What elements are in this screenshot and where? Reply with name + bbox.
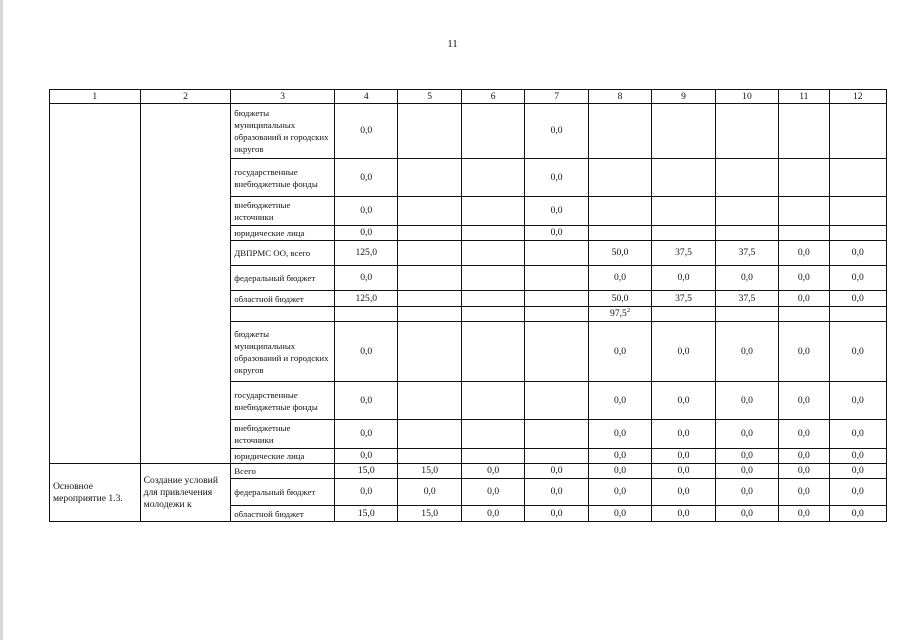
value-cell xyxy=(398,449,461,464)
funding-source-label: областной бюджет xyxy=(231,291,335,307)
column-number: 2 xyxy=(140,90,231,104)
value-cell: 15,0 xyxy=(335,464,398,479)
value-cell xyxy=(779,226,829,241)
value-cell: 0,0 xyxy=(652,506,715,522)
value-cell xyxy=(461,420,524,449)
footnote-value: 97,5 xyxy=(610,308,627,319)
value-cell: 0,0 xyxy=(715,479,778,506)
value-cell: 0,0 xyxy=(461,464,524,479)
value-cell: 0,0 xyxy=(335,159,398,197)
value-cell: 0,0 xyxy=(715,464,778,479)
value-cell: 125,0 xyxy=(335,291,398,307)
funding-source-label: внебюджетные источники xyxy=(231,420,335,449)
value-cell: 0,0 xyxy=(652,464,715,479)
value-cell xyxy=(398,322,461,382)
value-cell xyxy=(779,159,829,197)
value-cell: 0,0 xyxy=(525,479,588,506)
value-cell: 0,0 xyxy=(779,266,829,291)
page-edge-shadow xyxy=(0,0,3,640)
funding-source-label: юридические лица xyxy=(231,449,335,464)
footnote-value-cell xyxy=(588,307,651,322)
page-number: 11 xyxy=(447,38,458,50)
value-cell: 0,0 xyxy=(715,322,778,382)
value-cell xyxy=(398,159,461,197)
column-number: 7 xyxy=(525,90,588,104)
value-cell xyxy=(335,307,398,322)
value-cell: 0,0 xyxy=(588,464,651,479)
value-cell: 0,0 xyxy=(715,382,778,420)
column-number: 10 xyxy=(715,90,778,104)
value-cell xyxy=(461,241,524,266)
value-cell xyxy=(779,197,829,226)
value-cell xyxy=(652,307,715,322)
value-cell xyxy=(525,241,588,266)
column-number: 9 xyxy=(652,90,715,104)
funding-source-label: областной бюджет xyxy=(231,506,335,522)
value-cell xyxy=(652,226,715,241)
value-cell xyxy=(715,159,778,197)
value-cell: 0,0 xyxy=(525,226,588,241)
value-cell: 0,0 xyxy=(335,449,398,464)
value-cell xyxy=(652,104,715,159)
value-cell: 0,0 xyxy=(335,322,398,382)
table-row xyxy=(50,104,887,159)
value-cell: 0,0 xyxy=(779,291,829,307)
footnote-mark: 2 xyxy=(626,306,631,314)
value-cell xyxy=(715,226,778,241)
value-cell: 0,0 xyxy=(461,479,524,506)
value-cell: 0,0 xyxy=(829,322,886,382)
value-cell xyxy=(398,307,461,322)
event-description-cell-empty xyxy=(140,104,231,464)
value-cell xyxy=(398,266,461,291)
value-cell: 0,0 xyxy=(335,197,398,226)
value-cell: 0,0 xyxy=(652,479,715,506)
value-cell: 125,0 xyxy=(335,241,398,266)
value-cell: 0,0 xyxy=(335,226,398,241)
value-cell: 0,0 xyxy=(779,420,829,449)
main-event-label: Основное мероприятие 1.3. xyxy=(50,464,141,522)
column-number: 8 xyxy=(588,90,651,104)
value-cell: 0,0 xyxy=(335,266,398,291)
value-cell xyxy=(461,104,524,159)
value-cell xyxy=(525,322,588,382)
value-cell: 0,0 xyxy=(779,479,829,506)
value-cell: 0,0 xyxy=(652,382,715,420)
funding-source-label: бюджеты муниципальных образований и городских округов xyxy=(231,104,335,159)
value-cell xyxy=(461,322,524,382)
column-number: 1 xyxy=(50,90,141,104)
funding-source-label: федеральный бюджет xyxy=(231,479,335,506)
value-cell: 0,0 xyxy=(779,322,829,382)
value-cell: 0,0 xyxy=(588,266,651,291)
value-cell xyxy=(715,197,778,226)
value-cell xyxy=(779,307,829,322)
value-cell xyxy=(715,104,778,159)
value-cell: 37,5 xyxy=(652,291,715,307)
funding-source-label: бюджеты муниципальных образований и городских округов xyxy=(231,322,335,382)
funding-source-label: государственные внебюджетные фонды xyxy=(231,382,335,420)
value-cell xyxy=(461,159,524,197)
value-cell: 0,0 xyxy=(335,479,398,506)
column-number: 3 xyxy=(231,90,335,104)
value-cell xyxy=(588,226,651,241)
budget-table xyxy=(49,89,887,522)
value-cell xyxy=(398,197,461,226)
value-cell xyxy=(525,420,588,449)
value-cell xyxy=(525,382,588,420)
value-cell xyxy=(461,382,524,420)
value-cell: 0,0 xyxy=(829,420,886,449)
value-cell xyxy=(652,197,715,226)
value-cell: 0,0 xyxy=(588,322,651,382)
value-cell xyxy=(779,104,829,159)
value-cell xyxy=(829,104,886,159)
value-cell: 0,0 xyxy=(588,449,651,464)
funding-source-label: ДВПРМС ОО, всего xyxy=(231,241,335,266)
value-cell: 0,0 xyxy=(335,382,398,420)
value-cell xyxy=(525,291,588,307)
funding-source-label: федеральный бюджет xyxy=(231,266,335,291)
value-cell xyxy=(829,197,886,226)
value-cell xyxy=(461,291,524,307)
value-cell: 0,0 xyxy=(588,506,651,522)
value-cell xyxy=(398,104,461,159)
value-cell: 37,5 xyxy=(715,241,778,266)
value-cell: 0,0 xyxy=(829,291,886,307)
value-cell: 0,0 xyxy=(588,479,651,506)
value-cell: 0,0 xyxy=(715,449,778,464)
value-cell: 0,0 xyxy=(779,241,829,266)
value-cell: 15,0 xyxy=(398,506,461,522)
value-cell: 0,0 xyxy=(829,241,886,266)
value-cell xyxy=(525,449,588,464)
column-number: 5 xyxy=(398,90,461,104)
funding-source-label-empty xyxy=(231,307,335,322)
value-cell: 0,0 xyxy=(779,506,829,522)
funding-source-label: Всего xyxy=(231,464,335,479)
column-number-row xyxy=(50,90,887,104)
value-cell: 0,0 xyxy=(829,449,886,464)
value-cell: 0,0 xyxy=(588,420,651,449)
value-cell: 0,0 xyxy=(829,382,886,420)
value-cell: 37,5 xyxy=(715,291,778,307)
funding-source-label: юридические лица xyxy=(231,226,335,241)
value-cell: 0,0 xyxy=(715,506,778,522)
value-cell xyxy=(398,420,461,449)
value-cell: 0,0 xyxy=(525,464,588,479)
column-number: 6 xyxy=(461,90,524,104)
value-cell: 0,0 xyxy=(525,506,588,522)
value-cell xyxy=(398,291,461,307)
value-cell: 0,0 xyxy=(829,479,886,506)
value-cell: 0,0 xyxy=(829,464,886,479)
value-cell xyxy=(461,307,524,322)
value-cell: 0,0 xyxy=(588,382,651,420)
value-cell: 0,0 xyxy=(525,104,588,159)
value-cell: 0,0 xyxy=(398,479,461,506)
value-cell: 0,0 xyxy=(829,266,886,291)
value-cell xyxy=(461,449,524,464)
value-cell: 0,0 xyxy=(715,420,778,449)
value-cell xyxy=(461,226,524,241)
value-cell: 0,0 xyxy=(779,464,829,479)
column-number: 11 xyxy=(779,90,829,104)
funding-source-label: внебюджетные источники xyxy=(231,197,335,226)
value-cell xyxy=(588,104,651,159)
value-cell: 15,0 xyxy=(335,506,398,522)
event-name-cell-empty xyxy=(50,104,141,464)
value-cell xyxy=(829,159,886,197)
value-cell: 0,0 xyxy=(652,322,715,382)
value-cell: 0,0 xyxy=(715,266,778,291)
value-cell xyxy=(525,307,588,322)
funding-source-label: государственные внебюджетные фонды xyxy=(231,159,335,197)
value-cell xyxy=(829,307,886,322)
value-cell xyxy=(461,197,524,226)
value-cell: 0,0 xyxy=(525,159,588,197)
value-cell xyxy=(398,382,461,420)
column-number: 4 xyxy=(335,90,398,104)
value-cell xyxy=(652,159,715,197)
value-cell: 15,0 xyxy=(398,464,461,479)
column-number: 12 xyxy=(829,90,886,104)
value-cell: 0,0 xyxy=(335,420,398,449)
value-cell xyxy=(461,266,524,291)
value-cell xyxy=(715,307,778,322)
table-row xyxy=(50,464,887,479)
value-cell xyxy=(829,226,886,241)
value-cell: 0,0 xyxy=(779,382,829,420)
value-cell: 0,0 xyxy=(652,266,715,291)
value-cell: 0,0 xyxy=(335,104,398,159)
value-cell: 0,0 xyxy=(652,420,715,449)
value-cell: 50,0 xyxy=(588,291,651,307)
value-cell: 50,0 xyxy=(588,241,651,266)
value-cell xyxy=(588,197,651,226)
value-cell xyxy=(398,226,461,241)
main-event-description: Создание условий для привлечения молодежи к xyxy=(140,464,231,522)
value-cell: 0,0 xyxy=(779,449,829,464)
value-cell xyxy=(398,241,461,266)
value-cell: 37,5 xyxy=(652,241,715,266)
value-cell: 0,0 xyxy=(652,449,715,464)
value-cell: 0,0 xyxy=(829,506,886,522)
value-cell xyxy=(588,159,651,197)
value-cell: 0,0 xyxy=(461,506,524,522)
value-cell: 0,0 xyxy=(525,197,588,226)
value-cell xyxy=(525,266,588,291)
